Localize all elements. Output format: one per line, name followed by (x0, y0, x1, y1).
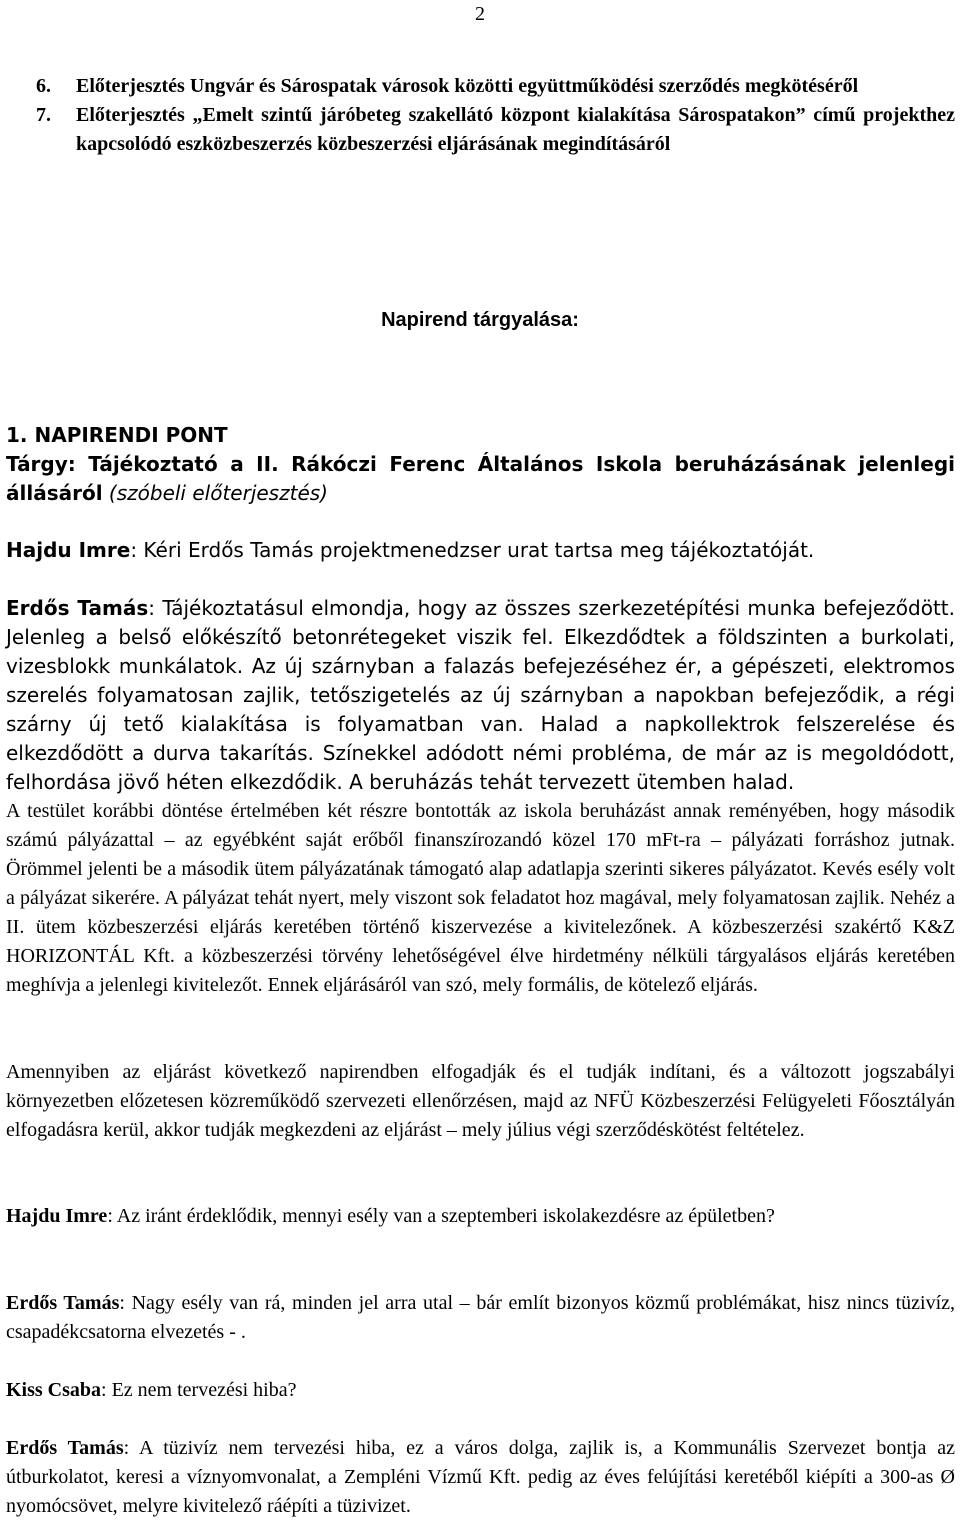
minutes-paragraph (6, 797, 955, 1000)
speaker-name: Erdős Tamás (6, 1292, 120, 1314)
minutes-paragraph (6, 1202, 955, 1231)
paragraph-text: : A tüzivíz nem tervezési hiba, ez a város dolga, zajlik is, a Kommunális Szervezet bontja az útburkolatot, keresi a víznyomvonalat, a Zempléni Vízmű Kft. pedig az éves felújítási keretéből kiépíti a 300-as Ø nyomócsövet, melyre kivitelező ráépíti a tüzivizet. (6, 1437, 955, 1517)
paragraph-text: : Az iránt érdeklődik, mennyi esély van a szeptemberi iskolakezdésre az épületben? (107, 1205, 775, 1227)
subject-note: (szóbeli előterjesztés) (108, 481, 328, 505)
paragraph-text: Amennyiben az eljárást következő napirendben elfogadják és el tudják indítani, és a változott jogszabályi környezetben előzetesen közreműködő szervezeti ellenőrzésen, majd az NFÜ Közbeszerzési Felügyeleti Főosztályán elfogadásra kerül, akkor tudják megkezdeni az eljárást – mely július végi szerződéskötést feltételez. (6, 1061, 955, 1141)
speaker-name: Erdős Tamás (6, 1437, 124, 1459)
paragraph-text: : Kéri Erdős Tamás projektmenedzser urat tartsa meg tájékoztatóját. (130, 538, 815, 562)
paragraph-text: : Tájékoztatásul elmondja, hogy az összes szerkezetépítési munka befejeződött. Jelenleg a belső előkészítő betonrétegeket viszik fel. Elkezdődtek a földszinten a burkolati, vizesblokk munkálatok. Az új szárnyban a falazás befejezéséhez ér, a gépészeti, elektromos szerelés folyamatosan zajlik, tetőszigetelés az új szárnyban a napokban befejeződik, a régi szárny új tető kialakítása is folyamatban van. Halad a napkollektrok felszerelése és elkezdődött a durva takarítás. Színekkel adódott némi probléma, de már az is megoldódott, felhordása jövő héten elkezdődik. A beruházás tehát tervezett ütemben halad. (6, 596, 956, 794)
agenda-item-number: 6. (36, 75, 51, 97)
page-number: 2 (475, 3, 485, 25)
minutes-paragraph (6, 536, 955, 565)
minutes-paragraph (6, 1289, 955, 1347)
agenda-point-title: 1. NAPIRENDI PONT (6, 423, 228, 447)
section-heading: Napirend tárgyalása: (381, 309, 579, 331)
agenda-item (6, 72, 955, 101)
agenda-item-number: 7. (36, 104, 51, 126)
paragraph-text: : Ez nem tervezési hiba? (101, 1379, 297, 1401)
minutes-paragraph (6, 1376, 955, 1405)
agenda-item (6, 101, 955, 159)
minutes-paragraph (6, 594, 955, 797)
speaker-name: Hajdu Imre (6, 1205, 108, 1227)
agenda-item-text: Előterjesztés „Emelt szintű járóbeteg szakellátó központ kialakítása Sárospatakon” című projekthez kapcsolódó eszközbeszerzés közbeszerzési eljárásának megindításáról (76, 104, 955, 155)
paragraph-text: : Nagy esély van rá, minden jel arra utal – bár említ bizonyos közmű problémákat, hisz nincs tüzivíz, csapadékcsatorna elvezetés - . (6, 1292, 955, 1343)
minutes-paragraph (6, 1058, 955, 1145)
minutes-paragraph (6, 1434, 955, 1521)
paragraph-text: A testület korábbi döntése értelmében két részre bontották az iskola beruházást annak reményében, hogy második számú pályázattal – az egyébként saját erőből finanszírozandó közel 170 mFt-ra – pályázati forráshoz jutnak. Örömmel jelenti be a második ütem pályázatának támogató alap adatlapja szerinti sikeres pályázatot. Kevés esély volt a pályázat sikerére. A pályázat tehát nyert, mely viszont sok feladatot hoz magával, mely folyamatosan zajlik. Nehéz a II. ütem közbeszerzési eljárás keretében történő kiszervezése a kivitelezőnek. A közbeszerzési szakértő K&Z HORIZONTÁL Kft. a közbeszerzési törvény lehetőségével élve hirdetmény nélküli tárgyalásos eljárás keretében meghívja a jelenlegi kivitelezőt. Ennek eljárásáról van szó, mely formális, de kötelező eljárás. (6, 800, 955, 996)
agenda-item-text: Előterjesztés Ungvár és Sárospatak városok közötti együttműködési szerződés megkötéséről (76, 75, 859, 97)
speaker-name: Kiss Csaba (6, 1379, 102, 1401)
speaker-name: Hajdu Imre (6, 538, 131, 562)
speaker-name: Erdős Tamás (6, 596, 149, 620)
agenda-list (6, 72, 955, 159)
subject-label: Tárgy: Tájékoztató a II. Rákóczi Ferenc Általános Iskola beruházásának jelenlegi állásáról (6, 452, 955, 505)
agenda-point-subject (6, 450, 955, 508)
